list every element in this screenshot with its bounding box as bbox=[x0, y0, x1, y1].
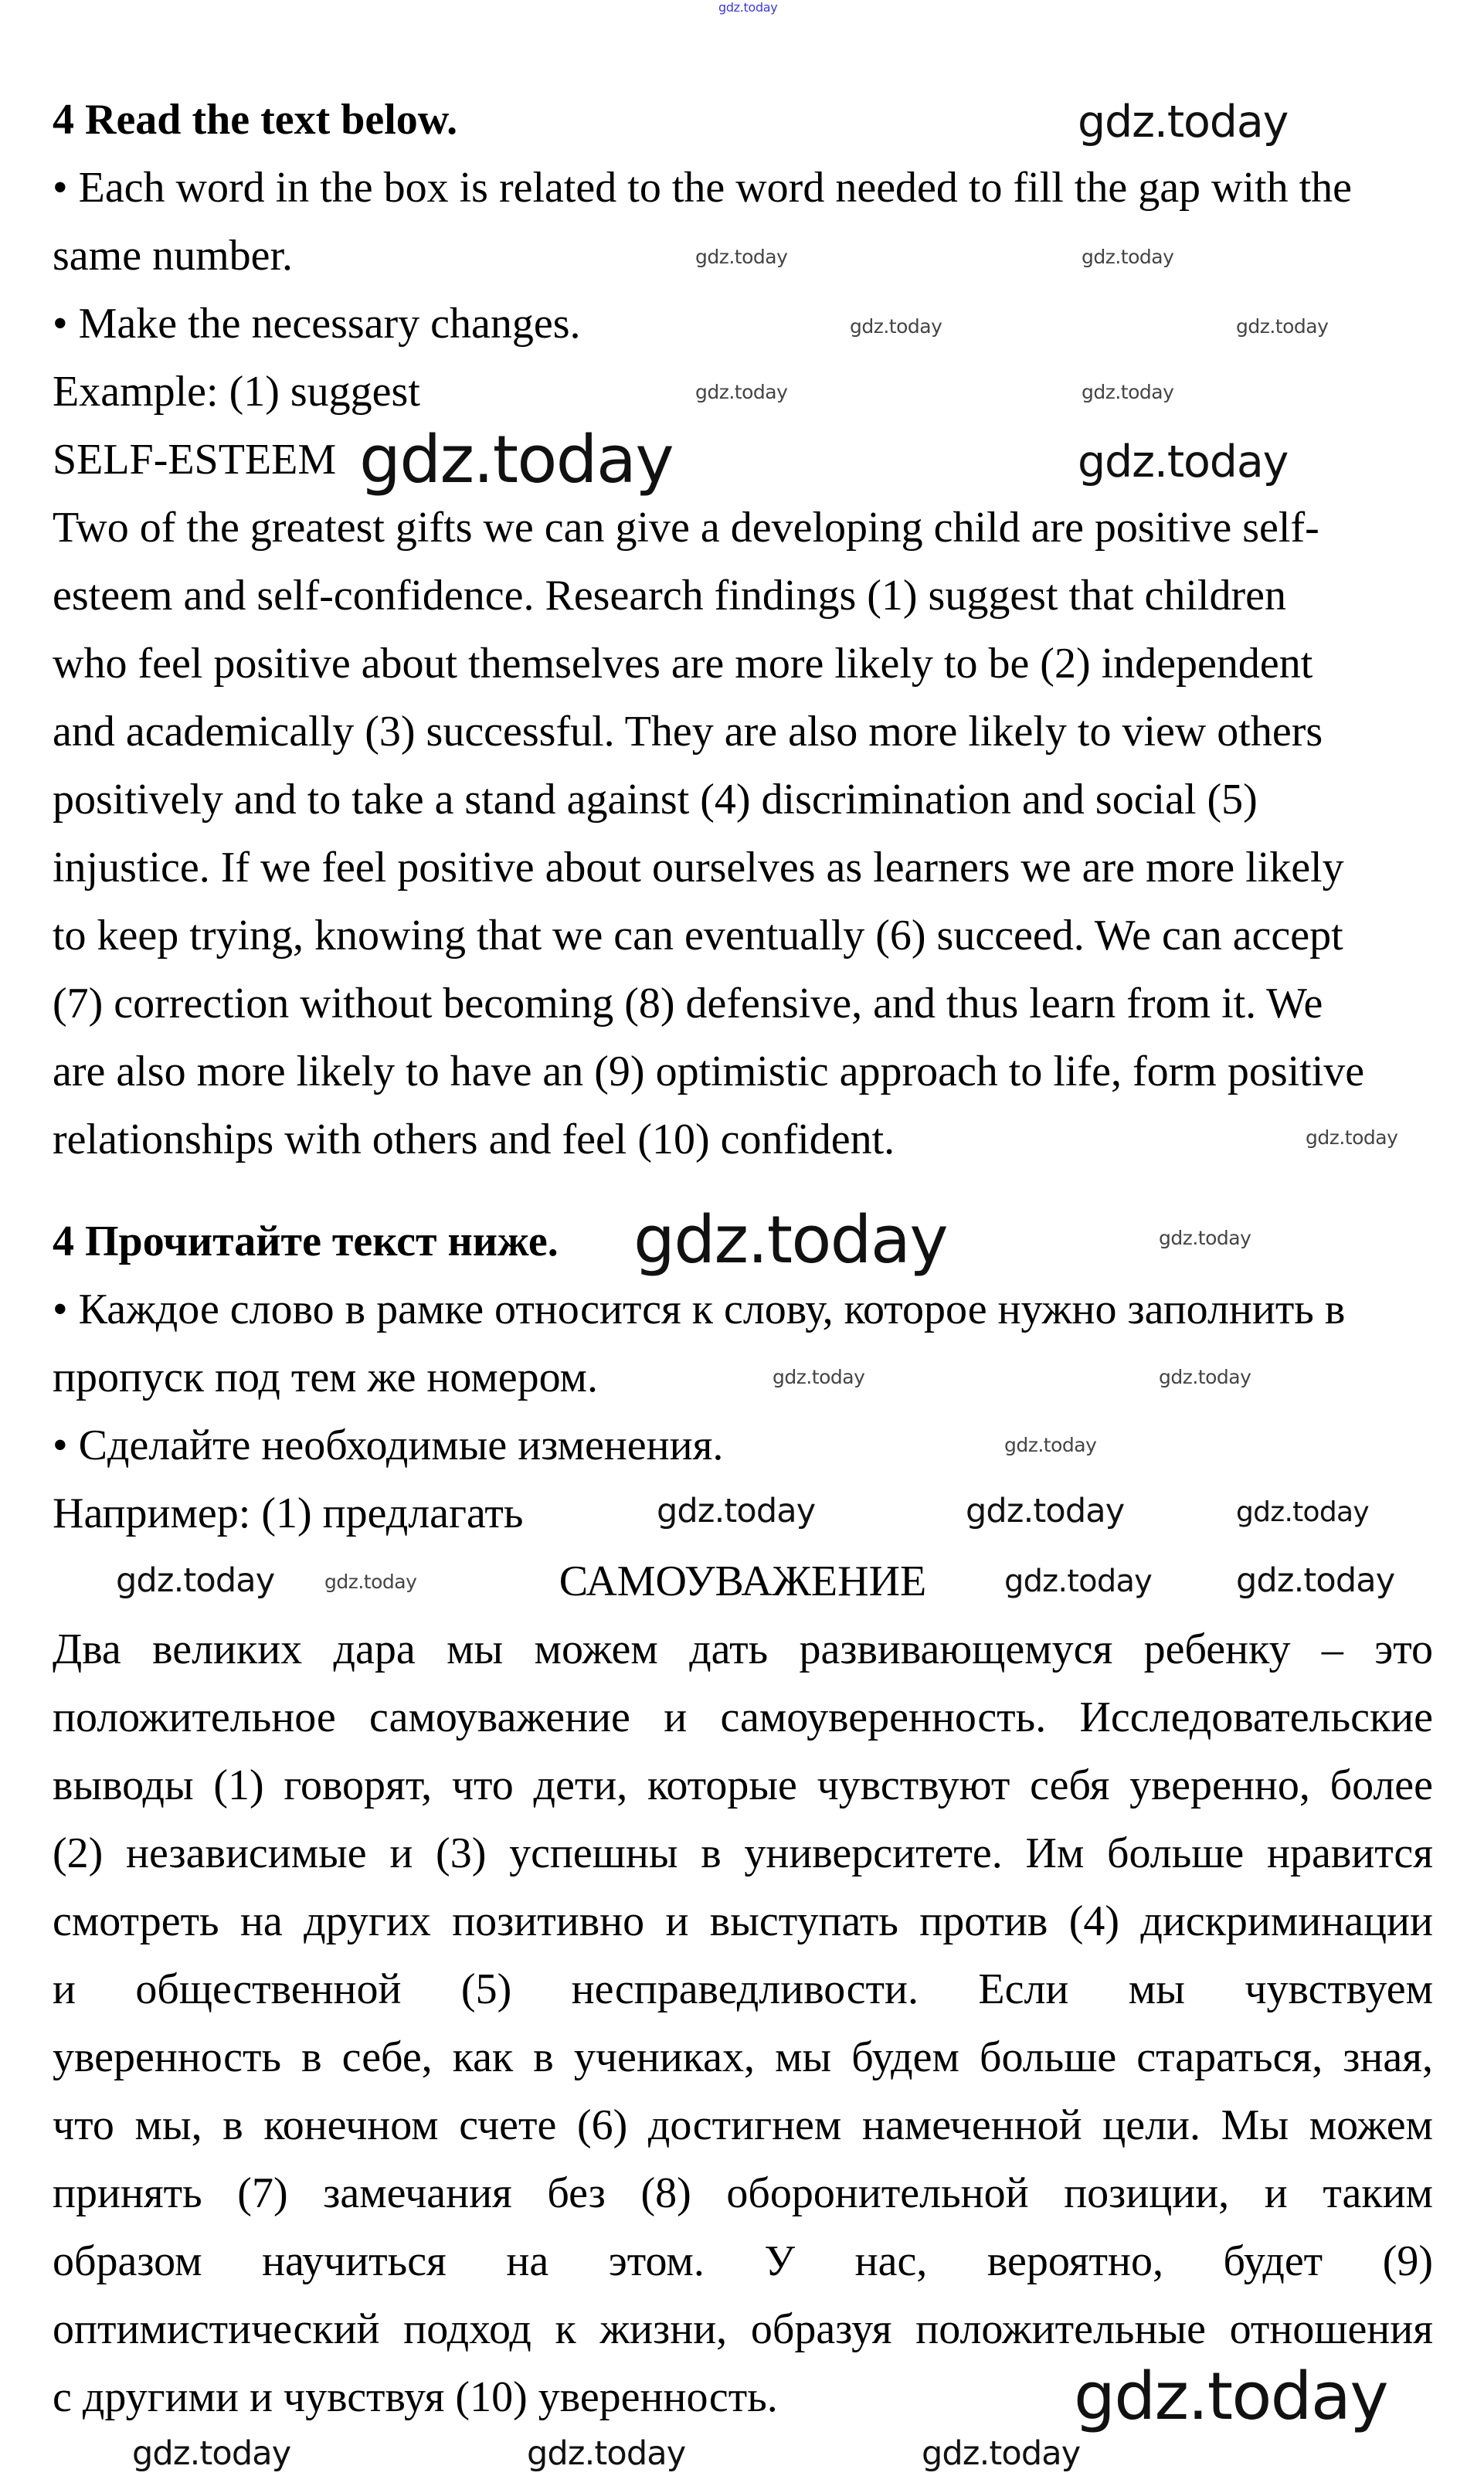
text-line: • Make the necessary changes. bbox=[53, 300, 581, 348]
text-line: esteem and self-confidence. Research findings (1) suggest that children bbox=[53, 572, 1286, 620]
watermark: gdz.today bbox=[1078, 97, 1289, 148]
watermark: gdz.today bbox=[695, 381, 788, 403]
text-line: (7) correction without becoming (8) defensive, and thus learn from it. We bbox=[53, 980, 1323, 1027]
watermark: gdz.today bbox=[1004, 1564, 1153, 1599]
watermark: gdz.today bbox=[850, 315, 942, 338]
text-line: and academically (3) successful. They are also more likely to view others bbox=[53, 708, 1323, 756]
paragraph-line: выводы (1) говорят, что дети, которые чувствуют себя уверенно, более bbox=[53, 1761, 1433, 1809]
paragraph-line: образом научиться на этом. У нас, вероятно, будет (9) bbox=[53, 2237, 1433, 2285]
watermark: gdz.today bbox=[718, 0, 778, 15]
text-line: • Каждое слово в рамке относится к слову, которое нужно заполнить в bbox=[53, 1286, 1346, 1333]
text-line: are also more likely to have an (9) optimistic approach to life, form positive bbox=[53, 1048, 1365, 1095]
paragraph-line: положительное самоуважение и самоуверенность. Исследовательские bbox=[53, 1693, 1433, 1741]
text-line: same number. bbox=[53, 232, 294, 280]
paragraph-line: что мы, в конечном счете (6) достигнем намеченной цели. Мы можем bbox=[53, 2101, 1433, 2149]
paragraph-line: оптимистический подход к жизни, образуя положительные отношения bbox=[53, 2305, 1433, 2353]
watermark: gdz.today bbox=[1082, 246, 1174, 268]
text-line: Example: (1) suggest bbox=[53, 368, 420, 416]
text-line: to keep trying, knowing that we can eventually (6) succeed. We can accept bbox=[53, 912, 1343, 959]
watermark: gdz.today bbox=[359, 422, 673, 498]
paragraph-line: Два великих дара мы можем дать развивающемуся ребенку – это bbox=[53, 1625, 1433, 1673]
paragraph-line: смотреть на других позитивно и выступать против (4) дискриминации bbox=[53, 1897, 1433, 1945]
watermark: gdz.today bbox=[132, 2434, 291, 2473]
text-line: positively and to take a stand against (4) discrimination and social (5) bbox=[53, 776, 1258, 824]
text-line: • Each word in the box is related to the word needed to fill the gap with the bbox=[53, 164, 1353, 212]
text-line: SELF-ESTEEM bbox=[53, 436, 337, 484]
paragraph-line: уверенность в себе, как в учениках, мы будем больше стараться, зная, bbox=[53, 2033, 1433, 2081]
watermark: gdz.today bbox=[966, 1492, 1125, 1530]
watermark: gdz.today bbox=[633, 1202, 947, 1279]
paragraph-line: и общественной (5) несправедливости. Если мы чувствуем bbox=[53, 1965, 1433, 2013]
watermark: gdz.today bbox=[1236, 1496, 1369, 1528]
text-line: who feel positive about themselves are more likely to be (2) independent bbox=[53, 640, 1313, 688]
watermark: gdz.today bbox=[1078, 436, 1289, 487]
watermark: gdz.today bbox=[527, 2434, 686, 2473]
watermark: gdz.today bbox=[922, 2434, 1081, 2473]
watermark: gdz.today bbox=[1236, 315, 1329, 338]
text-line: Например: (1) предлагать bbox=[53, 1489, 524, 1537]
watermark: gdz.today bbox=[1159, 1227, 1251, 1249]
russian-title: САМОУВАЖЕНИЕ bbox=[559, 1557, 927, 1605]
russian-exercise bbox=[53, 1202, 1433, 2435]
watermark: gdz.today bbox=[116, 1561, 275, 1600]
watermark: gdz.today bbox=[695, 246, 788, 268]
text-line: relationships with others and feel (10) confident. bbox=[53, 1116, 895, 1163]
watermark: gdz.today bbox=[1004, 1434, 1097, 1456]
english-heading: 4 Read the text below. bbox=[53, 96, 458, 144]
paragraph-line: (2) независимые и (3) успешны в университете. Им больше нравится bbox=[53, 1829, 1433, 1877]
text-line: injustice. If we feel positive about ourselves as learners we are more likely bbox=[53, 844, 1344, 892]
watermark: gdz.today bbox=[1082, 381, 1174, 403]
paragraph-line: с другими и чувствуя (10) уверенность. bbox=[53, 2373, 778, 2421]
paragraph-line: принять (7) замечания без (8) оборонительной позиции, и таким bbox=[53, 2169, 1433, 2217]
watermark: gdz.today bbox=[324, 1571, 417, 1593]
text-line: • Сделайте необходимые изменения. bbox=[53, 1421, 724, 1469]
russian-heading: 4 Прочитайте текст ниже. bbox=[53, 1218, 559, 1265]
watermark: gdz.today bbox=[1306, 1126, 1398, 1149]
watermark: gdz.today bbox=[773, 1366, 865, 1388]
watermark: gdz.today bbox=[657, 1492, 816, 1530]
watermark: gdz.today bbox=[1074, 2359, 1387, 2435]
watermark: gdz.today bbox=[1236, 1561, 1395, 1600]
text-line: пропуск под тем же номером. bbox=[53, 1353, 598, 1401]
text-line: Two of the greatest gifts we can give a developing child are positive self- bbox=[53, 504, 1319, 552]
watermark: gdz.today bbox=[1159, 1366, 1251, 1388]
